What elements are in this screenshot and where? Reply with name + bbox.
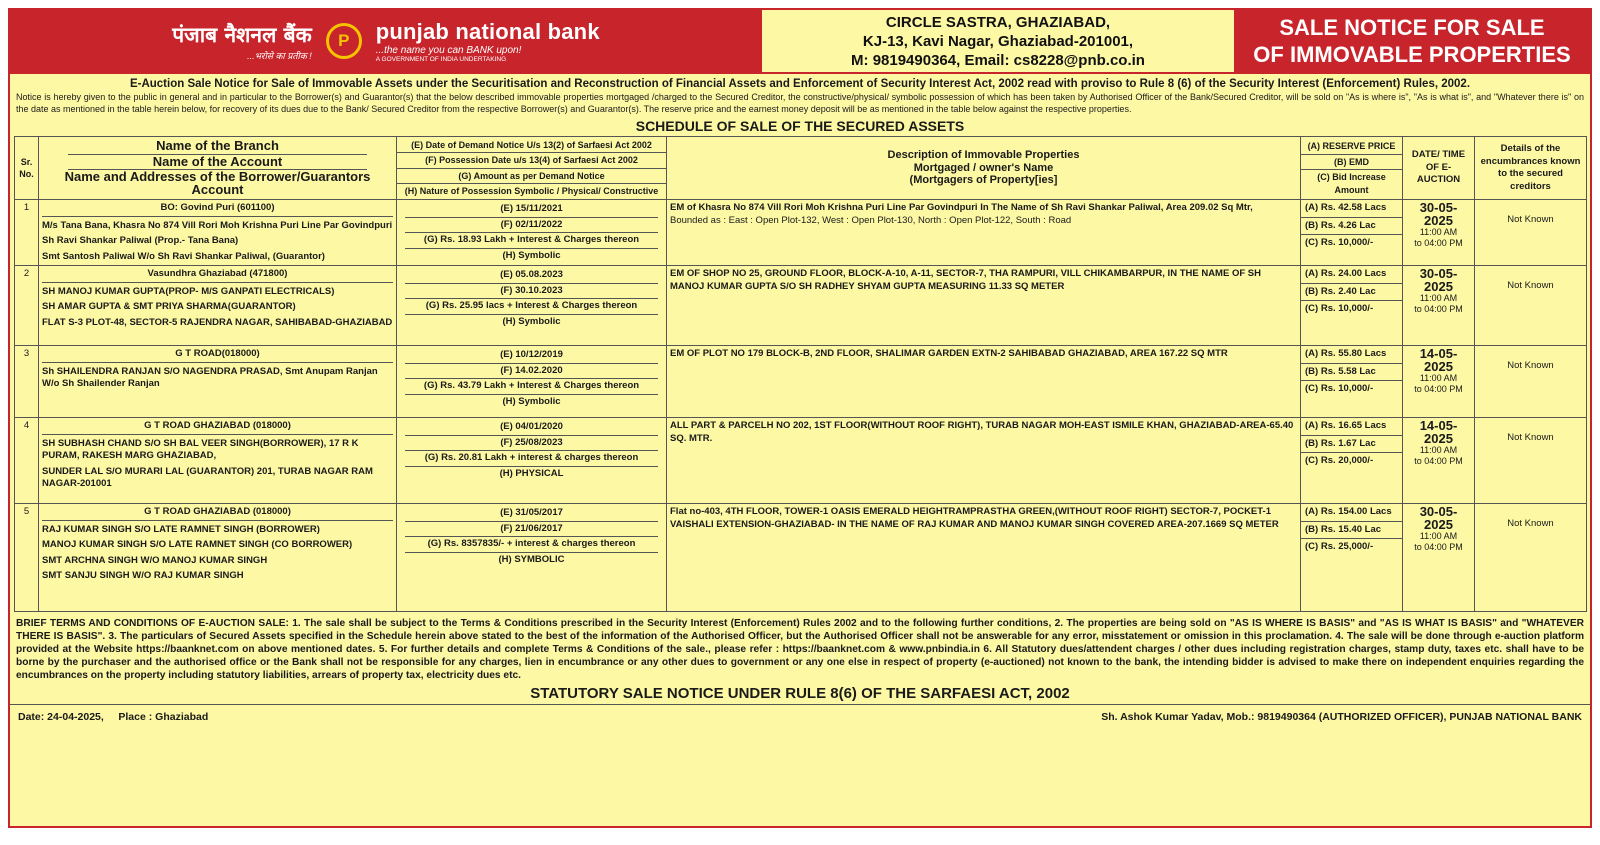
- row-encumbrance: Not Known: [1475, 504, 1587, 612]
- row-encumbrance: Not Known: [1475, 200, 1587, 266]
- sale-notice-page: [8, 8, 1592, 828]
- row-h: (H) Symbolic: [502, 315, 561, 327]
- row-encumbrance: Not Known: [1475, 266, 1587, 346]
- row-notice-cell: [397, 346, 667, 418]
- row-h: (H) SYMBOLIC: [498, 553, 565, 565]
- row-description: [667, 346, 1301, 418]
- circle-line: M: 9819490364, Email: cs8228@pnb.co.in: [851, 52, 1145, 69]
- row-time-end: to 04:00 PM: [1414, 304, 1463, 314]
- row-reserve-price: (A) Rs. 16.65 Lacs: [1301, 418, 1402, 436]
- row-time-end: to 04:00 PM: [1414, 542, 1463, 552]
- notice-header: [10, 10, 1590, 74]
- row-branch: G T ROAD GHAZIABAD (018000): [42, 420, 393, 435]
- row-auction-date: [1403, 200, 1475, 266]
- row-h: (H) Symbolic: [502, 395, 561, 407]
- row-emd: (B) Rs. 5.58 Lac: [1301, 364, 1402, 382]
- row-branch: Vasundhra Ghaziabad (471800): [42, 268, 393, 283]
- row-description: [667, 418, 1301, 504]
- date-place: Date: 24-04-2025, Place : Ghaziabad: [18, 711, 209, 723]
- terms-heading: BRIEF TERMS AND CONDITIONS OF E-AUCTION SALE:: [16, 618, 289, 629]
- row-description: [667, 200, 1301, 266]
- row-time-end: to 04:00 PM: [1414, 384, 1463, 394]
- row-e: (E) 05.08.2023: [405, 268, 658, 284]
- header-sr: Sr. No.: [15, 137, 39, 200]
- schedule-table: [14, 136, 1587, 612]
- bank-name-hindi: पंजाब नैशनल बैंक: [172, 22, 312, 47]
- intro-heading: E-Auction Sale Notice for Sale of Immovable Assets under the Securitisation and Reconstruction of Financial Assets and Enforcement of Security Interest Act, 2002 read with proviso to Rule 8 (6) of the Security Interest (Enforcement) Rules, 2002.: [129, 78, 1471, 90]
- header-borrower: Name and Addresses of the Borrower/Guarantors Account: [64, 169, 371, 197]
- tagline-english: ...the name you can BANK upon!: [375, 45, 522, 56]
- table-row: [15, 504, 1587, 612]
- row-e: (E) 31/05/2017: [405, 506, 658, 522]
- row-time-end: to 04:00 PM: [1414, 456, 1463, 466]
- row-desc-main: ALL PART & PARCELH NO 202, 1ST FLOOR(WITHOUT ROOF RIGHT), TURAB NAGAR MOH-EAST ISMILE KHAN, GHAZIABAD-AREA-65.40 SQ. MTR.: [670, 420, 1294, 444]
- row-g: (G) Rs. 20.81 Lakh + interest & charges thereon: [405, 451, 658, 467]
- row-date: 30-05-2025: [1419, 504, 1458, 532]
- row-price-cell: [1301, 266, 1403, 346]
- row-date: 30-05-2025: [1419, 266, 1458, 294]
- party-line: SMT SANJU SINGH W/O RAJ KUMAR SINGH: [42, 570, 244, 581]
- party-line: SUNDER LAL S/O MURARI LAL (GUARANTOR) 201, TURAB NAGAR RAM NAGAR-201001: [42, 465, 373, 489]
- pnb-logo-icon: P: [326, 23, 362, 59]
- party-line: SMT ARCHNA SINGH W/O MANOJ KUMAR SINGH: [42, 554, 268, 566]
- row-branch: BO: Govind Puri (601100): [42, 202, 393, 217]
- header-a: (A) RESERVE PRICE: [1301, 139, 1402, 155]
- header-b: (B) EMD: [1301, 155, 1402, 171]
- table-row: [15, 418, 1587, 504]
- notice-title-line: OF IMMOVABLE PROPERTIES: [1253, 42, 1571, 67]
- row-emd: (B) Rs. 15.40 Lac: [1301, 522, 1402, 540]
- row-auction-date: [1403, 418, 1475, 504]
- header-branch-name: Name of the Branch: [68, 139, 367, 155]
- row-price-cell: [1301, 418, 1403, 504]
- row-desc-main: EM OF SHOP NO 25, GROUND FLOOR, BLOCK-A-10, A-11, SECTOR-7, THA RAMPURI, VILL CHIKAMBARPUR, IN THE NAME OF SH MANOJ KUMAR GUPTA S/O SH RADHEY SHYAM GUPTA MEASURING 11.33 SQ METER: [670, 268, 1261, 292]
- header-notice-details: [397, 137, 667, 200]
- row-time-end: to 04:00 PM: [1414, 238, 1463, 248]
- row-time-start: 11:00 AM: [1419, 227, 1458, 237]
- row-reserve-price: (A) Rs. 24.00 Lacs: [1301, 266, 1402, 284]
- terms-text: 1. The sale shall be subject to the Terms & Conditions prescribed in the Security Interest (Enforcement) Rules 2002 and to the following further conditions, 2. The properties are being sold on "AS IS WHERE IS BASIS" and "AS IS WHAT IS BASIS" and "WHATEVER THERE IS BASIS". 3. The particulars of Secured Assets specified in the Schedule herein above stated to the best of the information of the Authorised Officer, but the Authorised Officer shall not be answerable for any error, misstatement or omission in this proclamation. 4. The sale will be done through e-auction platform provided at the Website https://baanknet.com on above mentioned dates. 5. For further details and complete Terms & Conditions of the sale., please refer : https://baanknet.com & www.pnbindia.in 6. All Statutory dues/attendent charges / other dues including registration charges, stamp duty, taxes etc. shall have to be borne by the purchaser and the authorised office or the Bank shall not be responsible for any charges, lien in encumbrance or any other dues to government or any one else in respect of property (e-auctioned) not known to the bank, the intending bidder is advised to make there on independent enquiries regarding the encumbrances on the property including statutory liabilities, arrears of property tax, electricity dues etc.: [16, 618, 1584, 681]
- row-notice-cell: [397, 504, 667, 612]
- row-branch: G T ROAD(018000): [42, 348, 393, 363]
- circle-address: [762, 10, 1234, 72]
- row-notice-cell: [397, 200, 667, 266]
- row-description: [667, 504, 1301, 612]
- row-g: (G) Rs. 8357835/- + interest & charges thereon: [405, 537, 658, 553]
- schedule-rows: [15, 200, 1587, 612]
- party-line: Sh Ravi Shankar Paliwal (Prop.- Tana Bana): [42, 235, 239, 246]
- row-desc-main: Flat no-403, 4TH FLOOR, TOWER-1 OASIS EMERALD HEIGHTRAMPRASTHA GREEN,(WITHOUT ROOF RIGHT) SECTOR-7, POCKET-1 VAISHALI EXTENSION-GHAZIABAD- IN THE NAME OF RAJ KUMAR AND MANOJ KUMAR SINGH COVERED AREA-207.1669 SQ METER: [670, 506, 1279, 530]
- header-prices: [1301, 137, 1403, 200]
- party-line: Smt Santosh Paliwal W/o Sh Ravi Shankar Paliwal, (Guarantor): [42, 250, 325, 262]
- row-price-cell: [1301, 346, 1403, 418]
- row-branch-cell: [39, 346, 397, 418]
- row-g: (G) Rs. 43.79 Lakh + Interest & Charges thereon: [405, 379, 658, 395]
- bank-name-english-block: [376, 19, 600, 63]
- header-e: (E) Date of Demand Notice U/s 13(2) of Sarfaesi Act 2002: [397, 138, 666, 154]
- header-desc-line: Mortgaged / owner's Name: [913, 161, 1054, 174]
- header-h: (H) Nature of Possession Symbolic / Physical/ Constructive: [404, 186, 659, 196]
- row-emd: (B) Rs. 1.67 Lac: [1301, 436, 1402, 454]
- row-bid-increase: (C) Rs. 10,000/-: [1305, 303, 1374, 314]
- row-time-start: 11:00 AM: [1419, 373, 1458, 383]
- row-bid-increase: (C) Rs. 10,000/-: [1305, 383, 1374, 394]
- authorized-officer: Sh. Ashok Kumar Yadav, Mob.: 9819490364 (AUTHORIZED OFFICER), PUNJAB NATIONAL BANK: [1101, 711, 1582, 723]
- row-emd: (B) Rs. 4.26 Lac: [1301, 218, 1402, 236]
- row-f: (F) 25/08/2023: [405, 436, 658, 452]
- table-row: [15, 266, 1587, 346]
- row-h: (H) Symbolic: [502, 249, 561, 261]
- row-emd: (B) Rs. 2.40 Lac: [1301, 284, 1402, 302]
- row-encumbrance: Not Known: [1475, 418, 1587, 504]
- row-e: (E) 04/01/2020: [405, 420, 658, 436]
- header-description: [667, 137, 1301, 200]
- party-line: SH AMAR GUPTA & SMT PRIYA SHARMA(GUARANTOR): [42, 301, 296, 312]
- party-line: SH SUBHASH CHAND S/O SH BAL VEER SINGH(BORROWER), 17 R K PURAM, RAKESH MARG GHAZIABAD,: [42, 437, 359, 461]
- header-date: DATE/ TIME OF E-AUCTION: [1403, 137, 1475, 200]
- row-auction-date: [1403, 266, 1475, 346]
- terms-block: [16, 617, 1584, 682]
- row-reserve-price: (A) Rs. 42.58 Lacs: [1301, 200, 1402, 218]
- row-g: (G) Rs. 18.93 Lakh + Interest & Charges thereon: [405, 233, 658, 249]
- row-g: (G) Rs. 25.95 lacs + Interest & Charges thereon: [405, 299, 658, 315]
- row-sr: 1: [15, 200, 39, 266]
- bank-logo-block: [10, 10, 762, 72]
- row-bid-increase: (C) Rs. 20,000/-: [1305, 455, 1374, 466]
- circle-line: KJ-13, Kavi Nagar, Ghaziabad-201001,: [862, 33, 1134, 50]
- party-line: Sh SHAILENDRA RANJAN S/O NAGENDRA PRASAD, Smt Anupam Ranjan W/o Sh Shailender Ranjan: [42, 365, 378, 389]
- row-sr: 4: [15, 418, 39, 504]
- notice-footer: [10, 704, 1590, 723]
- row-bid-increase: (C) Rs. 25,000/-: [1305, 541, 1374, 552]
- table-header-row: [15, 137, 1587, 200]
- table-row: [15, 346, 1587, 418]
- party-line: RAJ KUMAR SINGH S/O LATE RAMNET SINGH (BORROWER): [42, 523, 320, 535]
- header-desc-line: (Mortgagers of Property[ies]: [909, 174, 1058, 187]
- row-time-start: 11:00 AM: [1419, 293, 1458, 303]
- row-auction-date: [1403, 504, 1475, 612]
- row-branch-cell: [39, 418, 397, 504]
- header-account-name: Name of the Account: [68, 155, 367, 171]
- govt-note: A GOVERNMENT OF INDIA UNDERTAKING: [375, 56, 507, 63]
- schedule-title: SCHEDULE OF SALE OF THE SECURED ASSETS: [635, 118, 965, 134]
- row-branch-cell: [39, 200, 397, 266]
- row-h: (H) PHYSICAL: [499, 467, 564, 479]
- header-desc-line: Description of Immovable Properties: [887, 149, 1080, 162]
- row-desc-bounds: Bounded as : East : Open Plot-132, West : Open Plot-130, North : Open Plot-122, South : Road: [670, 214, 1072, 226]
- bank-name-hindi-block: [172, 21, 312, 62]
- row-description: [667, 266, 1301, 346]
- row-e: (E) 15/11/2021: [405, 202, 658, 218]
- row-notice-cell: [397, 418, 667, 504]
- row-time-start: 11:00 AM: [1419, 445, 1458, 455]
- notice-title: [1234, 10, 1590, 72]
- header-c: (C) Bid Increase Amount: [1317, 172, 1386, 195]
- row-time-start: 11:00 AM: [1419, 531, 1458, 541]
- row-price-cell: [1301, 504, 1403, 612]
- row-encumbrance: Not Known: [1475, 346, 1587, 418]
- tagline-hindi: ...भरोसे का प्रतीक !: [247, 50, 312, 61]
- header-branch: [39, 137, 397, 200]
- notice-title-line: SALE NOTICE FOR SALE: [1279, 15, 1545, 40]
- row-auction-date: [1403, 346, 1475, 418]
- row-date: 14-05-2025: [1419, 418, 1458, 446]
- party-line: SH MANOJ KUMAR GUPTA(PROP- M/S GANPATI ELECTRICALS): [42, 285, 335, 297]
- row-sr: 2: [15, 266, 39, 346]
- row-reserve-price: (A) Rs. 55.80 Lacs: [1301, 346, 1402, 364]
- party-line: MANOJ KUMAR SINGH S/O LATE RAMNET SINGH (CO BORROWER): [42, 539, 353, 550]
- row-bid-increase: (C) Rs. 10,000/-: [1305, 237, 1374, 248]
- statutory-heading: STATUTORY SALE NOTICE UNDER RULE 8(6) OF THE SARFAESI ACT, 2002: [530, 685, 1070, 702]
- row-sr: 5: [15, 504, 39, 612]
- row-price-cell: [1301, 200, 1403, 266]
- row-notice-cell: [397, 266, 667, 346]
- bank-name-english: punjab national bank: [375, 19, 600, 44]
- row-date: 30-05-2025: [1419, 200, 1458, 228]
- row-sr: 3: [15, 346, 39, 418]
- row-desc-main: EM of Khasra No 874 Vill Rori Moh Krishna Puri Line Par Govindpuri In The Name of Sh Ravi Shankar Paliwal, Area 209.02 Sq Mtr,: [670, 202, 1253, 213]
- party-line: M/s Tana Bana, Khasra No 874 Vill Rori Moh Krishna Puri Line Par Govindpuri: [42, 219, 393, 231]
- row-f: (F) 14.02.2020: [405, 364, 658, 380]
- row-branch: G T ROAD GHAZIABAD (018000): [42, 506, 393, 521]
- row-e: (E) 10/12/2019: [405, 348, 658, 364]
- row-branch-cell: [39, 266, 397, 346]
- row-f: (F) 02/11/2022: [405, 218, 658, 234]
- row-f: (F) 21/06/2017: [405, 522, 658, 538]
- circle-line: CIRCLE SASTRA, GHAZIABAD,: [885, 14, 1111, 31]
- header-g: (G) Amount as per Demand Notice: [397, 169, 666, 185]
- row-branch-cell: [39, 504, 397, 612]
- table-row: [15, 200, 1587, 266]
- header-encumbrance: Details of the encumbrances known to the secured creditors: [1475, 137, 1587, 200]
- row-date: 14-05-2025: [1419, 346, 1458, 374]
- row-desc-main: EM OF PLOT NO 179 BLOCK-B, 2ND FLOOR, SHALIMAR GARDEN EXTN-2 SAHIBABAD GHAZIABAD, AREA 167.22 SQ MTR: [670, 348, 1228, 359]
- party-line: FLAT S-3 PLOT-48, SECTOR-5 RAJENDRA NAGAR, SAHIBABAD-GHAZIABAD: [42, 316, 393, 328]
- header-f: (F) Possession Date u/s 13(4) of Sarfaesi Act 2002: [397, 153, 666, 169]
- intro-paragraph: Notice is hereby given to the public in general and in particular to the Borrower(s) and Guarantor(s) that the below described immovable properties mortgaged /charged to the Secured Creditor, the constructive/physical/ symbolic possession of which has been taken by Authorised Officer of the Bank/Secured Creditor, will be sold on "As is where is", "As is what is", and "Whatever there is" on the date as mentioned in the table herein below, for recovery of its dues due to the Bank/ Secured Creditor from the respective Borrower(s) and Guarantor(s). The reserve price and the earnest money deposit will be as mentioned in the table below against the respective properties.: [16, 92, 1584, 114]
- row-f: (F) 30.10.2023: [405, 284, 658, 300]
- row-reserve-price: (A) Rs. 154.00 Lacs: [1301, 504, 1402, 522]
